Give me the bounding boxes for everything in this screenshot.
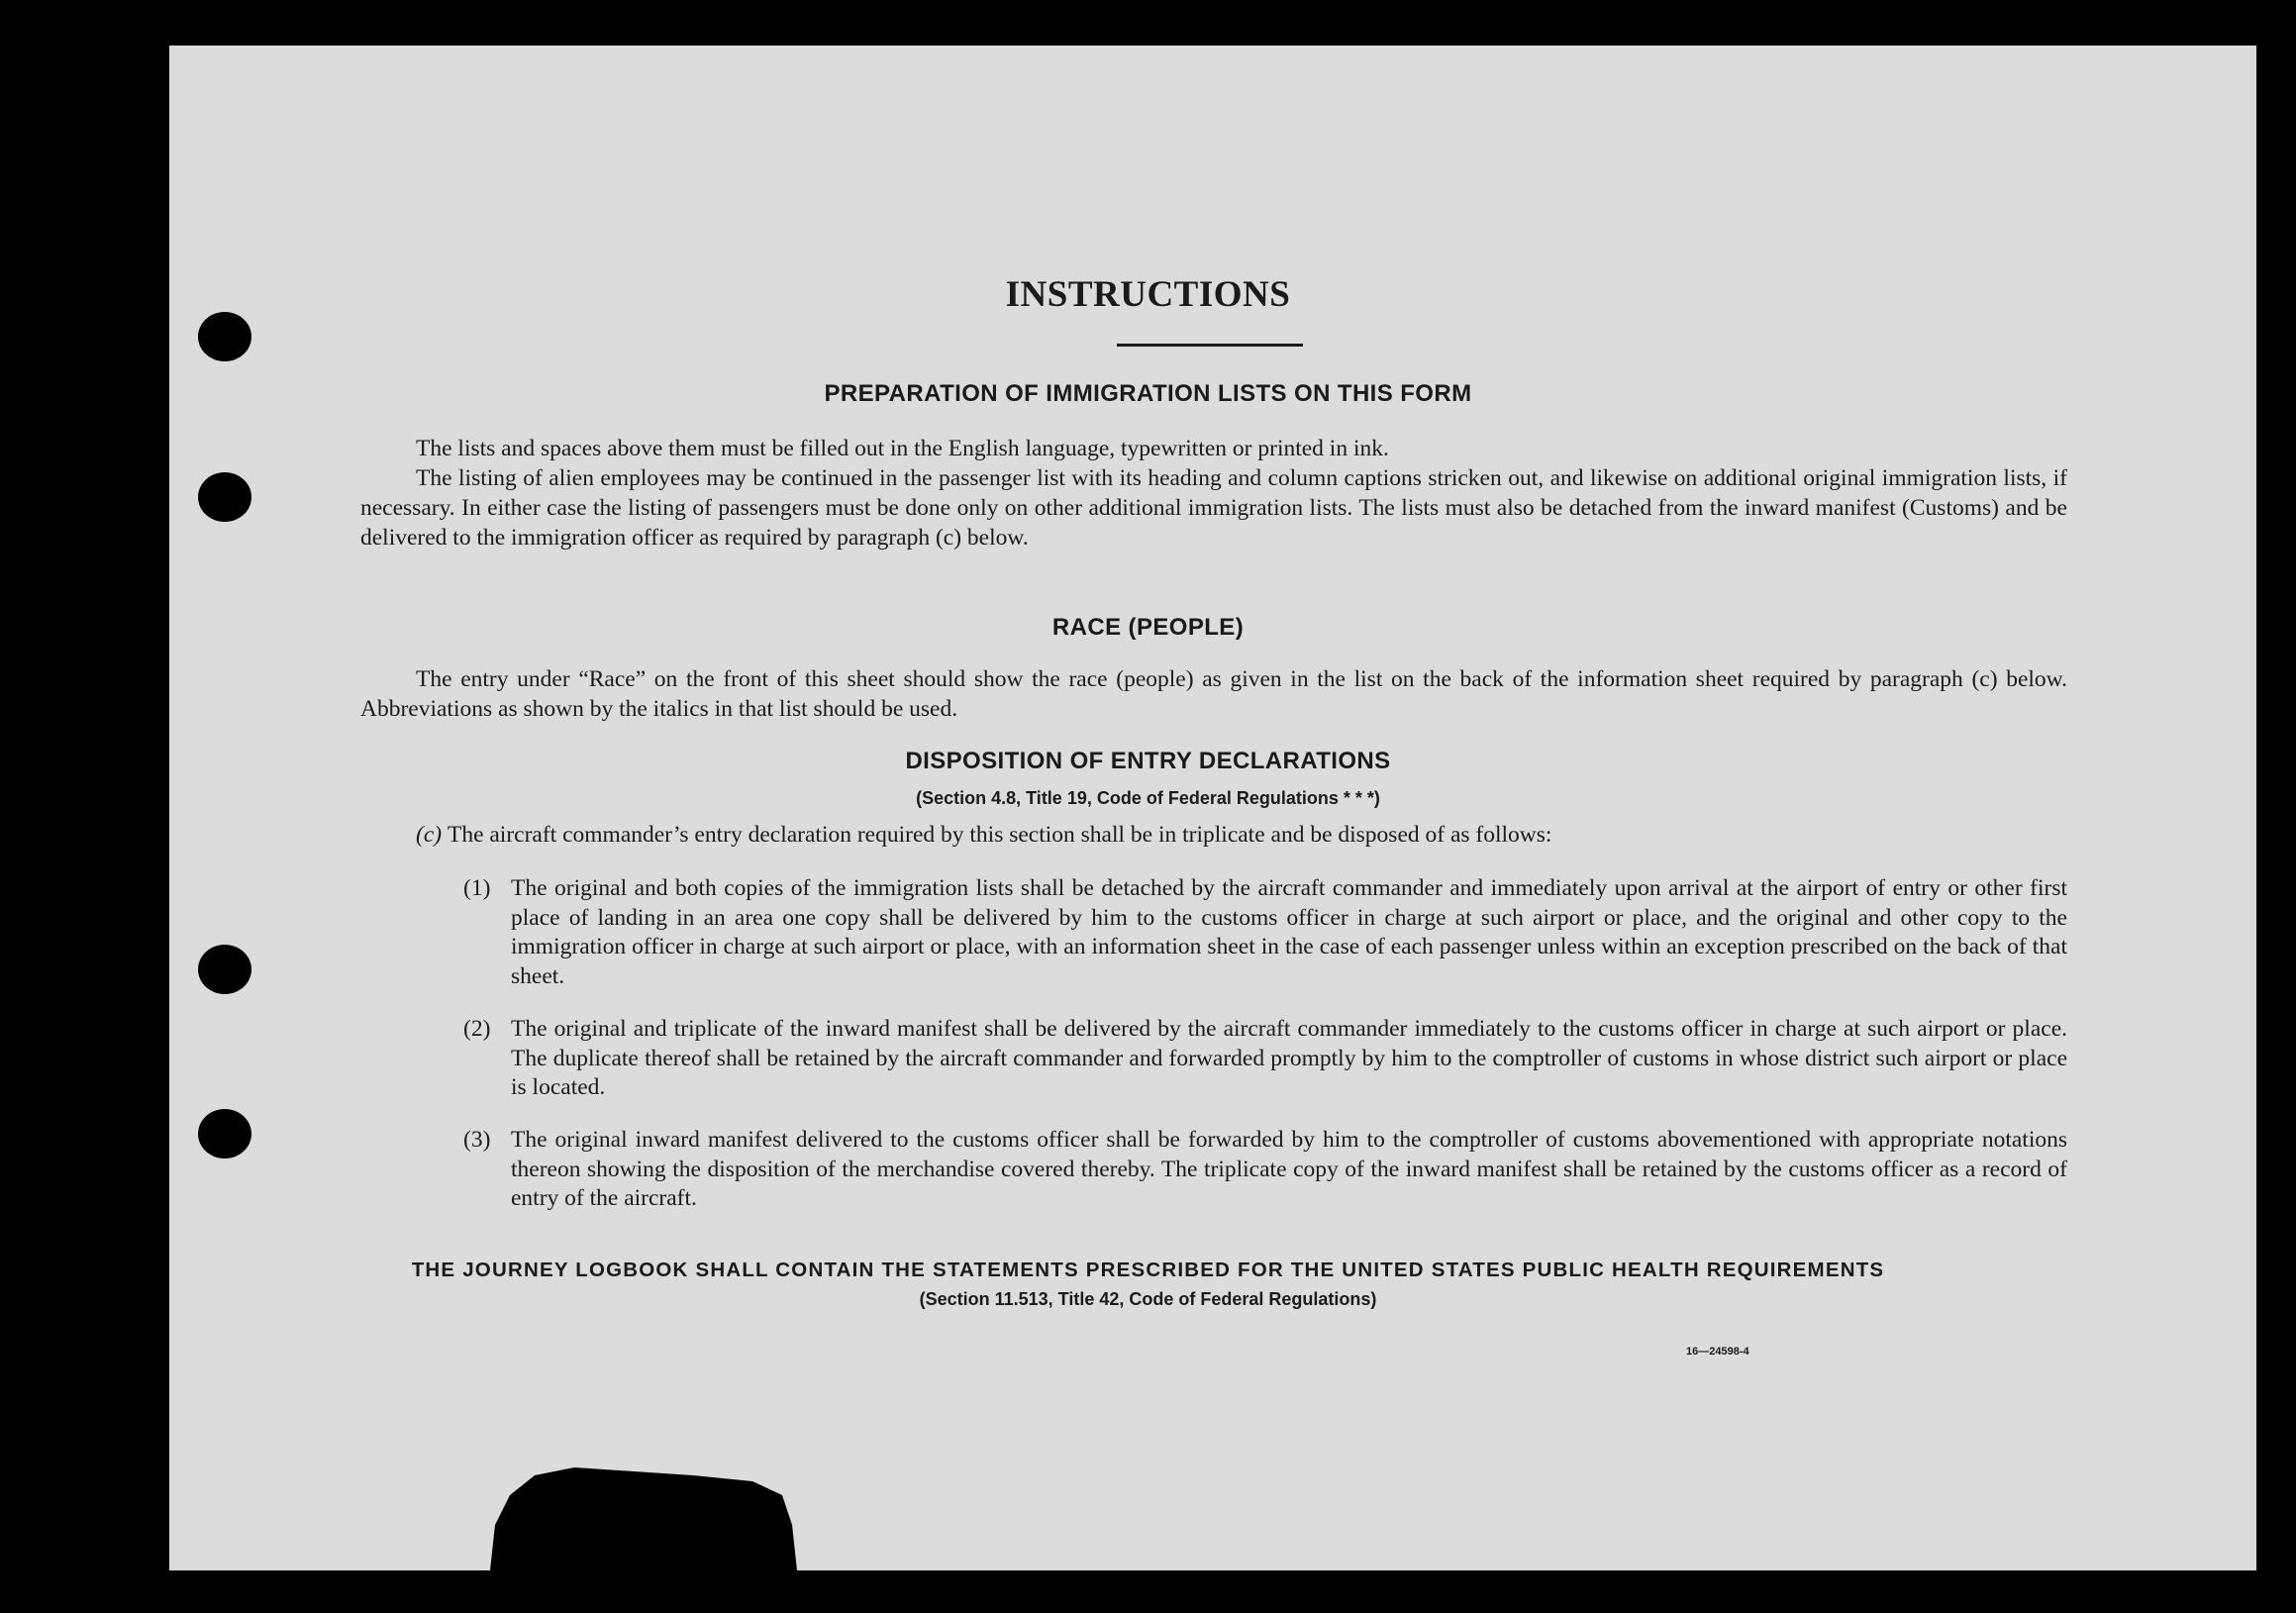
section-heading-disposition: DISPOSITION OF ENTRY DECLARATIONS <box>905 748 1391 774</box>
item-number: (2) <box>463 1016 491 1042</box>
section-race-body <box>360 664 2067 724</box>
paragraph: The lists and spaces above them must be filled out in the English language, typewritten or printed in ink. <box>416 436 1389 461</box>
footer-requirement: THE JOURNEY LOGBOOK SHALL CONTAIN THE STATEMENTS PRESCRIBED FOR THE UNITED STATES PUBLIC HEALTH REQUIREMENTS <box>411 1259 1885 1281</box>
paragraph-label: (c) <box>416 822 443 848</box>
item-text: The original inward manifest delivered to the customs officer shall be forwarded by him to the comptroller of customs abovementioned with appropriate notations thereon showing the disposition of the merchandise covered thereby. The triplicate copy of the inward manifest shall be retained by the customs officer as a record of entry of the aircraft. <box>511 1127 2067 1211</box>
punch-hole <box>198 1109 251 1159</box>
page-title: INSTRUCTIONS <box>1005 274 1291 315</box>
list-item <box>463 1126 2067 1217</box>
section-heading-preparation: PREPARATION OF IMMIGRATION LISTS ON THIS FORM <box>824 380 1472 407</box>
item-number: (3) <box>463 1127 491 1153</box>
paragraph-c <box>416 820 2067 850</box>
item-text: The original and both copies of the immigration lists shall be detached by the aircraft commander and immediately upon arrival at the airport of entry or other first place of landing in an area one copy shall be delivered by him to the customs officer in charge at such airport or place, and the original and other copy to the immigration officer in charge at such airport or place, with an information sheet in the case of each passenger unless within an exception prescribed on the back of that sheet. <box>511 875 2067 989</box>
list-item <box>463 1015 2067 1106</box>
section-preparation-body <box>360 434 2067 553</box>
punch-hole <box>198 945 251 994</box>
footer-citation: (Section 11.513, Title 42, Code of Federal Regulations) <box>919 1289 1377 1309</box>
form-number: 16—24598-4 <box>1686 1346 1749 1358</box>
title-underline <box>1117 344 1303 347</box>
paragraph-text: The aircraft commander’s entry declaration required by this section shall be in triplicate and be disposed of as follows: <box>447 822 1552 848</box>
section-citation: (Section 4.8, Title 19, Code of Federal Regulations * * *) <box>916 788 1380 808</box>
section-heading-race: RACE (PEOPLE) <box>1051 614 1245 641</box>
punch-hole <box>198 312 251 361</box>
item-text: The original and triplicate of the inward manifest shall be delivered by the aircraft commander immediately to the customs officer in charge at such airport or place. The duplicate thereof shall be retained by the aircraft commander and forwarded promptly by him to the comptroller of customs in whose district such airport or place is located. <box>511 1016 2067 1100</box>
item-number: (1) <box>463 875 491 901</box>
list-item <box>463 874 2067 993</box>
paragraph: The entry under “Race” on the front of this sheet should show the race (people) as given in the list on the back of the information sheet required by paragraph (c) below. Abbreviations as shown by the italics in that list should be used. <box>360 666 2067 722</box>
punch-hole <box>198 472 251 522</box>
paragraph: The listing of alien employees may be continued in the passenger list with its heading and column captions stricken out, and likewise on additional original immigration lists, if necessary. In either case the listing of passengers must be done only on other additional immigration lists. The lists must also be detached from the inward manifest (Customs) and be delivered to the immigration officer as required by paragraph (c) below. <box>360 465 2067 551</box>
